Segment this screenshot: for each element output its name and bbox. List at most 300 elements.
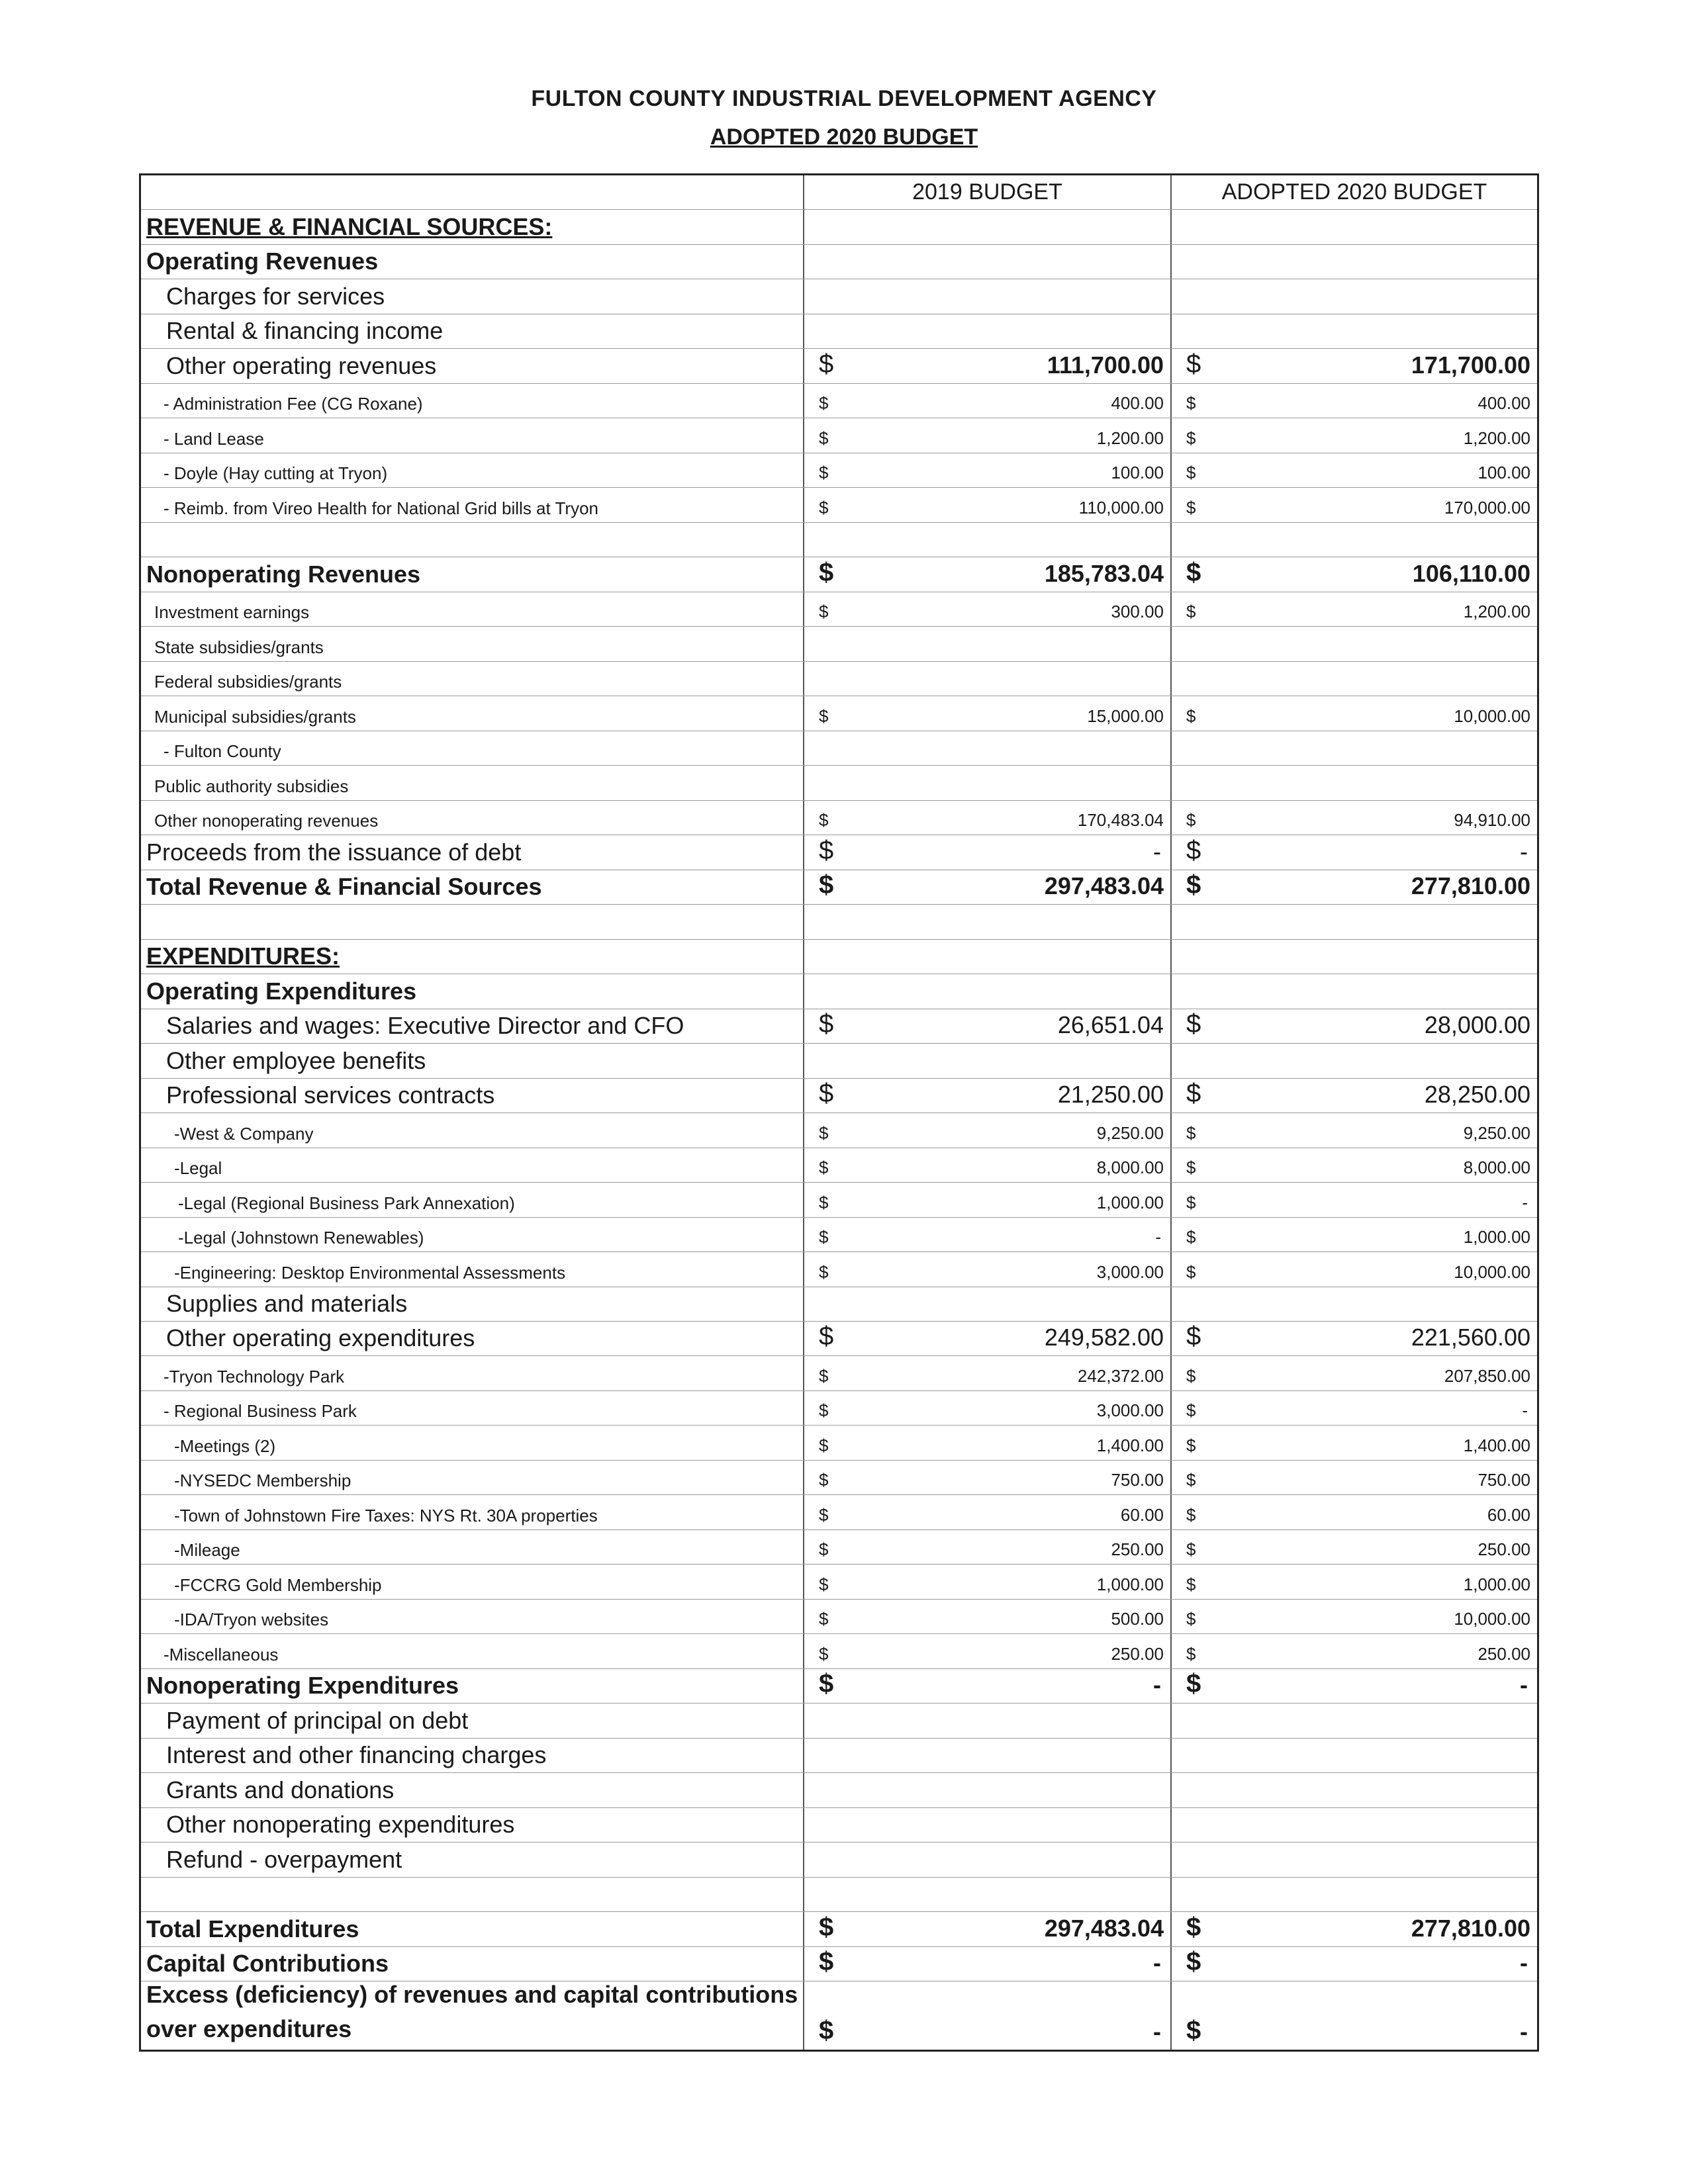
- row-label: [141, 1669, 804, 1703]
- row-label: [141, 1356, 804, 1390]
- cell-2019-budget: [804, 1704, 1172, 1737]
- currency-symbol: $: [819, 497, 829, 518]
- cell-2019-budget: [804, 1148, 1172, 1182]
- amount-value: 250.00: [1111, 1539, 1164, 1560]
- amount-value: 1,000.00: [1096, 1192, 1164, 1212]
- currency-symbol: $: [819, 1912, 834, 1942]
- table-row: [141, 1565, 1537, 1599]
- cell-2020-budget: [1172, 1530, 1537, 1564]
- amount-value: 171,700.00: [1411, 351, 1530, 379]
- cell-2020-budget: [1172, 1252, 1537, 1286]
- row-label: [141, 870, 804, 904]
- table-row: [141, 1252, 1537, 1287]
- row-label: [141, 1912, 804, 1946]
- row-label-text: -Tryon Technology Park: [164, 1366, 345, 1387]
- currency-symbol: $: [819, 1470, 829, 1490]
- cell-2020-budget: [1172, 766, 1537, 799]
- row-label: [141, 418, 804, 452]
- table-row: [141, 835, 1537, 870]
- currency-symbol: $: [819, 349, 834, 379]
- amount-value: 28,000.00: [1424, 1011, 1530, 1039]
- cell-2020-budget: [1172, 1148, 1537, 1182]
- table-row: [141, 1009, 1537, 1044]
- currency-symbol: $: [819, 1669, 834, 1699]
- row-label: [141, 1148, 804, 1182]
- cell-2020-budget: [1172, 1600, 1537, 1633]
- row-label: [141, 557, 804, 591]
- amount-value: 185,783.04: [1044, 559, 1164, 587]
- amount-value: 3,000.00: [1096, 1400, 1164, 1421]
- cell-2019-budget: [804, 1252, 1172, 1286]
- blank-row: [141, 905, 1537, 939]
- table-row: [141, 1634, 1537, 1668]
- cell-2019-budget: [804, 418, 1172, 452]
- cell-2019-budget: [804, 766, 1172, 799]
- amount-value: 106,110.00: [1412, 559, 1530, 587]
- table-row: [141, 418, 1537, 453]
- row-label-text: -West & Company: [174, 1123, 314, 1144]
- row-label-text: Nonoperating Expenditures: [146, 1672, 459, 1700]
- cell-2019-budget: [804, 488, 1172, 522]
- row-label-text: Public authority subsidies: [154, 776, 349, 796]
- currency-symbol: $: [1186, 428, 1196, 448]
- row-label-text: Capital Contributions: [146, 1950, 389, 1978]
- row-label-text: Grants and donations: [166, 1776, 395, 1803]
- row-label: [141, 1530, 804, 1564]
- blank-row: [141, 1878, 1537, 1912]
- row-label-text: Refund - overpayment: [166, 1845, 402, 1873]
- cell-2020-budget: [1172, 1669, 1537, 1703]
- row-label: [141, 1843, 804, 1876]
- row-label-text: Other employee benefits: [166, 1046, 426, 1074]
- row-label: [141, 1426, 804, 1459]
- table-row: [141, 245, 1537, 279]
- currency-symbol: $: [1186, 463, 1196, 483]
- amount-value: -: [1153, 1671, 1161, 1699]
- row-label: [141, 835, 804, 869]
- row-label-text: Municipal subsidies/grants: [154, 706, 356, 727]
- table-row: [141, 1669, 1537, 1704]
- cell-2019-budget: [804, 1322, 1172, 1355]
- row-label: [141, 1461, 804, 1494]
- cell-2019-budget: [804, 1287, 1172, 1321]
- amount-value: 750.00: [1111, 1470, 1164, 1490]
- cell-2019-budget: [804, 835, 1172, 869]
- cell-2020-budget: [1172, 1947, 1537, 1981]
- cell-2020-budget: [1172, 1218, 1537, 1251]
- amount-value: 8,000.00: [1463, 1158, 1530, 1178]
- table-row: [141, 1461, 1537, 1495]
- currency-symbol: $: [1186, 1539, 1196, 1560]
- row-label: [141, 731, 804, 765]
- row-label: [141, 453, 804, 487]
- row-label: [141, 1183, 804, 1216]
- row-label: [141, 627, 804, 660]
- cell-2020-budget: [1172, 1773, 1537, 1807]
- amount-value: 10,000.00: [1454, 1261, 1530, 1282]
- amount-value: 1,400.00: [1096, 1435, 1164, 1455]
- row-label: [141, 384, 804, 418]
- row-label: [141, 905, 804, 938]
- cell-2019-budget: [804, 1391, 1172, 1425]
- table-row: [141, 940, 1537, 974]
- cell-2019-budget: [804, 696, 1172, 730]
- cell-2020-budget: [1172, 1495, 1537, 1529]
- amount-value: 300.00: [1111, 602, 1164, 622]
- row-label: [141, 523, 804, 557]
- currency-symbol: $: [819, 835, 834, 865]
- cell-2020-budget: [1172, 940, 1537, 974]
- table-row: [141, 1148, 1537, 1183]
- row-label: [141, 1600, 804, 1633]
- amount-value: 297,483.04: [1044, 872, 1164, 900]
- currency-symbol: $: [1186, 705, 1196, 726]
- amount-value: 1,200.00: [1463, 602, 1530, 622]
- cell-2020-budget: [1172, 1009, 1537, 1043]
- table-row: [141, 1426, 1537, 1460]
- cell-2019-budget: [804, 557, 1172, 591]
- currency-symbol: $: [819, 1400, 829, 1421]
- table-row: [141, 1079, 1537, 1113]
- amount-value: 207,850.00: [1444, 1365, 1530, 1386]
- table-row: [141, 384, 1537, 418]
- currency-symbol: $: [1186, 349, 1201, 379]
- amount-value: 1,200.00: [1463, 428, 1530, 448]
- cell-2020-budget: [1172, 592, 1537, 626]
- row-label-text: REVENUE & FINANCIAL SOURCES:: [146, 212, 553, 240]
- cell-2019-budget: [804, 1079, 1172, 1113]
- cell-2020-budget: [1172, 1113, 1537, 1147]
- currency-symbol: $: [819, 1322, 834, 1351]
- currency-symbol: $: [819, 1158, 829, 1178]
- row-label-text: -IDA/Tryon websites: [174, 1610, 329, 1630]
- row-label: [141, 1808, 804, 1842]
- table-row: [141, 557, 1537, 592]
- row-label-text: -Town of Johnstown Fire Taxes: NYS Rt. 30A properties: [174, 1505, 598, 1525]
- currency-symbol: $: [1186, 1009, 1201, 1039]
- amount-value: 10,000.00: [1454, 705, 1530, 726]
- cell-2020-budget: [1172, 245, 1537, 279]
- row-label-text: Operating Revenues: [146, 248, 379, 275]
- currency-symbol: $: [1186, 1912, 1201, 1942]
- currency-symbol: $: [819, 557, 834, 587]
- cell-2019-budget: [804, 1356, 1172, 1390]
- row-label-text: Operating Expenditures: [146, 977, 417, 1005]
- row-label-text: Other nonoperating revenues: [154, 811, 379, 831]
- row-label-text: -Mileage: [174, 1540, 240, 1561]
- amount-value: 60.00: [1120, 1504, 1164, 1525]
- amount-value: 15,000.00: [1087, 705, 1164, 726]
- row-label-text: -Legal (Regional Business Park Annexation): [178, 1193, 515, 1213]
- row-label-text: - Land Lease: [164, 428, 264, 449]
- amount-value: 3,000.00: [1096, 1261, 1164, 1282]
- cell-2020-budget: [1172, 1843, 1537, 1876]
- cell-2019-budget: [804, 1947, 1172, 1981]
- cell-2020-budget: [1172, 418, 1537, 452]
- table-row: [141, 592, 1537, 627]
- blank-row: [141, 523, 1537, 557]
- row-label: [141, 1981, 804, 2050]
- table-row: [141, 1183, 1537, 1217]
- cell-2019-budget: [804, 314, 1172, 348]
- table-header-row: [141, 175, 1537, 210]
- cell-2019-budget: [804, 1530, 1172, 1564]
- currency-symbol: $: [819, 1365, 829, 1386]
- currency-symbol: $: [1186, 1947, 1201, 1977]
- amount-value: 28,250.00: [1424, 1081, 1530, 1109]
- currency-symbol: $: [819, 393, 829, 414]
- currency-symbol: $: [819, 602, 829, 622]
- amount-value: -: [1153, 837, 1161, 865]
- cell-2020-budget: [1172, 557, 1537, 591]
- cell-2020-budget: [1172, 974, 1537, 1008]
- table-row: [141, 1739, 1537, 1773]
- currency-symbol: $: [819, 1609, 829, 1629]
- table-row: [141, 1322, 1537, 1356]
- table-row: [141, 1947, 1537, 1981]
- cell-2020-budget: [1172, 1391, 1537, 1425]
- amount-value: -: [1522, 1400, 1528, 1421]
- table-row: [141, 488, 1537, 522]
- amount-value: 250.00: [1111, 1643, 1164, 1664]
- cell-2019-budget: [804, 592, 1172, 626]
- row-label-text: Charges for services: [166, 282, 385, 310]
- cell-2020-budget: [1172, 453, 1537, 487]
- cell-2020-budget: [1172, 731, 1537, 765]
- row-label-text: Total Revenue & Financial Sources: [146, 873, 542, 901]
- cell-2019-budget: [804, 870, 1172, 904]
- cell-2020-budget: [1172, 1287, 1537, 1321]
- row-label: [141, 1287, 804, 1321]
- row-label: [141, 210, 804, 244]
- row-label: [141, 1773, 804, 1807]
- row-label-text: -Legal: [174, 1158, 222, 1179]
- row-label: [141, 1704, 804, 1737]
- cell-2020-budget: [1172, 1044, 1537, 1077]
- amount-value: 10,000.00: [1454, 1609, 1530, 1629]
- currency-symbol: $: [819, 705, 829, 726]
- amount-value: 100.00: [1477, 463, 1530, 483]
- amount-value: 400.00: [1111, 393, 1164, 414]
- cell-2019-budget: [804, 1808, 1172, 1842]
- row-label: [141, 1495, 804, 1529]
- amount-value: 110,000.00: [1078, 497, 1164, 518]
- row-label-text: Nonoperating Revenues: [146, 560, 421, 588]
- table-row: [141, 1808, 1537, 1843]
- currency-symbol: $: [1186, 1158, 1196, 1178]
- amount-value: -: [1153, 2018, 1161, 2046]
- row-label-text: - Regional Business Park: [164, 1401, 357, 1422]
- currency-symbol: $: [1186, 1192, 1196, 1212]
- cell-2019-budget: [804, 1773, 1172, 1807]
- row-label: [141, 1113, 804, 1147]
- row-label: [141, 1009, 804, 1043]
- cell-2019-budget: [804, 801, 1172, 835]
- table-row: [141, 870, 1537, 905]
- currency-symbol: $: [819, 1192, 829, 1212]
- cell-2019-budget: [804, 1426, 1172, 1459]
- cell-2020-budget: [1172, 1878, 1537, 1911]
- currency-symbol: $: [1186, 1643, 1196, 1664]
- row-label: [141, 279, 804, 313]
- row-label-text: - Doyle (Hay cutting at Tryon): [164, 463, 388, 484]
- cell-2019-budget: [804, 384, 1172, 418]
- currency-symbol: $: [819, 1947, 834, 1977]
- amount-value: 297,483.04: [1044, 1914, 1164, 1942]
- row-label-text: Rental & financing income: [166, 317, 444, 345]
- document-title: FULTON COUNTY INDUSTRIAL DEVELOPMENT AGENCY: [531, 86, 1157, 111]
- currency-symbol: $: [1186, 1079, 1201, 1109]
- amount-value: 21,250.00: [1057, 1081, 1164, 1109]
- row-label: [141, 940, 804, 974]
- document-subtitle: ADOPTED 2020 BUDGET: [710, 124, 978, 150]
- cell-2020-budget: [1172, 523, 1537, 557]
- row-label-text: Professional services contracts: [166, 1081, 495, 1109]
- cell-2019-budget: [804, 1565, 1172, 1598]
- amount-value: 170,483.04: [1077, 810, 1164, 831]
- cell-2019-budget: [804, 1600, 1172, 1633]
- amount-value: -: [1520, 837, 1528, 865]
- row-label-text: Other operating revenues: [166, 351, 437, 379]
- amount-value: -: [1153, 1949, 1161, 1977]
- amount-value: -: [1520, 1671, 1528, 1699]
- cell-2020-budget: [1172, 1183, 1537, 1216]
- cell-2019-budget: [804, 1843, 1172, 1876]
- cell-2020-budget: [1172, 905, 1537, 938]
- cell-2019-budget: [804, 1495, 1172, 1529]
- currency-symbol: $: [819, 1009, 834, 1039]
- currency-symbol: $: [1186, 393, 1196, 414]
- row-label-text: -NYSEDC Membership: [174, 1471, 352, 1491]
- amount-value: 1,000.00: [1096, 1574, 1164, 1594]
- amount-value: 8,000.00: [1096, 1158, 1164, 1178]
- currency-symbol: $: [1186, 1122, 1196, 1143]
- cell-2019-budget: [804, 974, 1172, 1008]
- row-label: [141, 662, 804, 696]
- amount-value: 26,651.04: [1057, 1011, 1164, 1039]
- row-label: [141, 801, 804, 835]
- table-row: [141, 1113, 1537, 1148]
- cell-2019-budget: [804, 627, 1172, 660]
- row-label: [141, 314, 804, 348]
- currency-symbol: $: [1186, 1609, 1196, 1629]
- row-label-text: Total Expenditures: [146, 1915, 359, 1942]
- amount-value: 9,250.00: [1096, 1122, 1164, 1143]
- currency-symbol: $: [819, 463, 829, 483]
- currency-symbol: $: [819, 1122, 829, 1143]
- row-label: [141, 1322, 804, 1355]
- row-label-text: - Fulton County: [164, 741, 281, 762]
- budget-table: [139, 173, 1539, 2052]
- table-row: [141, 453, 1537, 488]
- currency-symbol: $: [1186, 810, 1196, 831]
- column-header-adopted-2020-budget: ADOPTED 2020 BUDGET: [1221, 179, 1487, 205]
- amount-value: 1,000.00: [1463, 1227, 1530, 1248]
- currency-symbol: $: [819, 1079, 834, 1109]
- row-label-text: - Reimb. from Vireo Health for National Grid bills at Tryon: [164, 498, 598, 518]
- table-row: [141, 1912, 1537, 1946]
- table-row: [141, 696, 1537, 731]
- currency-symbol: $: [1186, 1435, 1196, 1455]
- amount-value: 277,810.00: [1411, 872, 1530, 900]
- amount-value: 100.00: [1111, 463, 1164, 483]
- cell-2020-budget: [1172, 1426, 1537, 1459]
- table-row: [141, 731, 1537, 766]
- table-row: [141, 766, 1537, 800]
- row-label: [141, 1252, 804, 1286]
- amount-value: 250.00: [1477, 1539, 1530, 1560]
- cell-2019-budget: [804, 1218, 1172, 1251]
- amount-value: -: [1522, 1192, 1528, 1212]
- cell-2019-budget: [804, 245, 1172, 279]
- amount-value: 1,000.00: [1463, 1574, 1530, 1594]
- table-row: [141, 1843, 1537, 1877]
- cell-2020-budget: [1172, 1322, 1537, 1355]
- currency-symbol: $: [1186, 1365, 1196, 1386]
- cell-2019-budget: [804, 523, 1172, 557]
- row-label-text: Proceeds from the issuance of debt: [146, 838, 522, 866]
- cell-2020-budget: [1172, 1565, 1537, 1598]
- currency-symbol: $: [1186, 1470, 1196, 1490]
- currency-symbol: $: [1186, 2016, 1201, 2046]
- currency-symbol: $: [1186, 1400, 1196, 1421]
- row-label: [141, 245, 804, 279]
- currency-symbol: $: [1186, 870, 1201, 900]
- cell-2020-budget: [1172, 696, 1537, 730]
- row-label-text: Investment earnings: [154, 602, 310, 623]
- cell-2019-budget: [804, 731, 1172, 765]
- table-row: [141, 1981, 1537, 2050]
- column-header-2019-budget: 2019 BUDGET: [804, 175, 1172, 209]
- amount-value: 94,910.00: [1454, 810, 1530, 831]
- table-row: [141, 1391, 1537, 1426]
- cell-2020-budget: [1172, 1079, 1537, 1113]
- cell-2019-budget: [804, 1634, 1172, 1668]
- cell-2019-budget: [804, 279, 1172, 313]
- table-row: [141, 1530, 1537, 1565]
- cell-2020-budget: [1172, 1461, 1537, 1494]
- amount-value: 750.00: [1477, 1470, 1530, 1490]
- cell-2020-budget: [1172, 314, 1537, 348]
- cell-2020-budget: [1172, 835, 1537, 869]
- cell-2020-budget: [1172, 1704, 1537, 1737]
- row-label: [141, 1044, 804, 1077]
- currency-symbol: $: [819, 870, 834, 900]
- cell-2020-budget: [1172, 1981, 1537, 2050]
- amount-value: -: [1155, 1227, 1161, 1248]
- table-row: [141, 1600, 1537, 1634]
- row-label: [141, 1739, 804, 1772]
- table-row: [141, 662, 1537, 696]
- row-label-text: EXPENDITURES:: [146, 942, 340, 970]
- table-row: [141, 1218, 1537, 1252]
- cell-2019-budget: [804, 1981, 1172, 2050]
- currency-symbol: $: [819, 2016, 834, 2046]
- currency-symbol: $: [819, 1539, 829, 1560]
- cell-2019-budget: [804, 1669, 1172, 1703]
- row-label-text: Interest and other financing charges: [166, 1741, 547, 1769]
- row-label: [141, 696, 804, 730]
- amount-value: 249,582.00: [1044, 1324, 1164, 1351]
- row-label-text: Supplies and materials: [166, 1289, 408, 1317]
- row-label: [141, 488, 804, 522]
- cell-2019-budget: [804, 1912, 1172, 1946]
- amount-value: 1,400.00: [1463, 1435, 1530, 1455]
- cell-2019-budget: [804, 1009, 1172, 1043]
- row-label-text: -FCCRG Gold Membership: [174, 1574, 382, 1595]
- amount-value: 111,700.00: [1047, 351, 1164, 379]
- currency-symbol: $: [1186, 557, 1201, 587]
